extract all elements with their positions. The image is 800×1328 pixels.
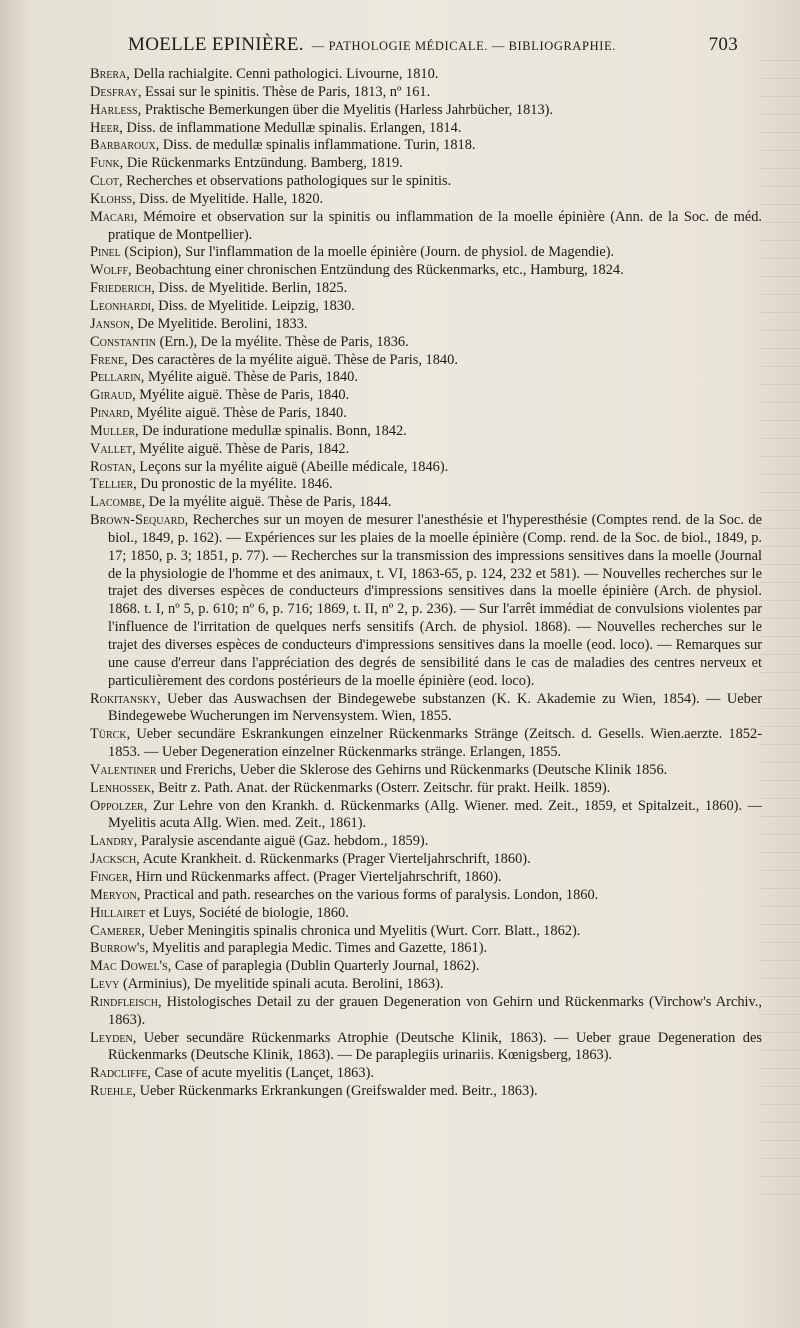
bibliography-entry xyxy=(90,102,762,120)
header-subtitle: — PATHOLOGIE MÉDICALE. — BIBLIOGRAPHIE. xyxy=(311,39,616,53)
entry-author: Giraud xyxy=(90,387,133,404)
entry-author: Pinel xyxy=(90,244,121,261)
entry-text: , De la myélite aiguë. Thèse de Paris, 1844. xyxy=(141,494,392,511)
bibliography-entry xyxy=(90,441,762,459)
bibliography-entry xyxy=(90,173,762,191)
bibliography-entry xyxy=(90,262,762,280)
entry-text: , Ueber Meningitis spinalis chronica und Myelitis (Wurt. Corr. Blatt., 1862). xyxy=(141,922,581,939)
bibliography-entry xyxy=(90,352,762,370)
bibliography-entry xyxy=(90,84,762,102)
entry-text: , Practical and path. researches on the various forms of paralysis. London, 1860. xyxy=(136,886,599,903)
bibliography-entry xyxy=(90,423,762,441)
bibliography-entry xyxy=(90,244,762,262)
bibliography-entry xyxy=(90,923,762,941)
bibliography-entry xyxy=(90,887,762,905)
entry-author: Ruehle xyxy=(90,1083,133,1100)
bibliography-entry xyxy=(90,691,762,727)
bibliography-entry xyxy=(90,66,762,84)
entry-text: , Della rachialgite. Cenni pathologici. Livourne, 1810. xyxy=(126,66,439,82)
bibliography-entry xyxy=(90,405,762,423)
entry-author: Clot xyxy=(90,173,120,190)
entry-author: Brera xyxy=(90,66,127,82)
entry-text: und Frerichs, Ueber die Sklerose des Gehirns und Rückenmarks (Deutsche Klinik 1856. xyxy=(156,761,668,778)
bibliography-entry xyxy=(90,833,762,851)
bibliography-entry xyxy=(90,780,762,798)
entry-text: , Diss. de Myelitide. Leipzig, 1830. xyxy=(151,297,355,314)
bibliography-entry xyxy=(90,209,762,245)
entry-author: Leyden xyxy=(90,1029,133,1046)
bibliography-entry xyxy=(90,726,762,762)
entry-author: Finger xyxy=(90,868,129,885)
entry-author: Oppolzer xyxy=(90,797,144,814)
bibliography-entry xyxy=(90,940,762,958)
entry-author: Lacombe xyxy=(90,494,142,511)
header-title: MOELLE EPINIÈRE. xyxy=(128,34,304,55)
entry-author: Jacksch xyxy=(90,851,137,868)
entry-author: Pinard xyxy=(90,405,130,422)
entry-text: , Beitr z. Path. Anat. der Rückenmarks (Osterr. Zeitschr. für prakt. Heilk. 1859). xyxy=(151,779,611,796)
entry-text: , Paralysie ascendante aiguë (Gaz. hebdom., 1859). xyxy=(133,833,429,850)
bibliography-entry xyxy=(90,994,762,1030)
entry-text: , Myélite aiguë. Thèse de Paris, 1840. xyxy=(132,387,350,404)
entry-author: Camerer xyxy=(90,922,142,939)
entry-text: , Diss. de Myelitide. Berlin, 1825. xyxy=(151,280,348,297)
entry-author: Burrow's xyxy=(90,940,145,957)
entry-author: Macari xyxy=(90,208,134,225)
entry-text: , Diss. de Myelitide. Halle, 1820. xyxy=(132,190,324,207)
entry-author: Hillairet xyxy=(90,904,146,921)
entry-author: Klohss xyxy=(90,190,133,207)
entry-author: Brown-Sequard xyxy=(90,512,185,529)
entry-text: , Des caractères de la myélite aiguë. Thèse de Paris, 1840. xyxy=(124,351,458,368)
entry-author: Funk xyxy=(90,155,120,172)
entry-text: , Diss. de inflammatione Medullæ spinalis. Erlangen, 1814. xyxy=(119,119,462,136)
entry-author: Janson xyxy=(90,315,131,332)
bibliography-entry xyxy=(90,476,762,494)
bibliography-entry xyxy=(90,1083,762,1101)
entry-text: , Histologisches Detail zu der grauen Degeneration von Gehirn und Rückenmarks (Virchow's Archiv., 1863). xyxy=(108,993,762,1028)
entry-author: Türck xyxy=(90,726,127,743)
bleed-through-shadow xyxy=(760,60,800,1210)
entry-text: , Essai sur le spinitis. Thèse de Paris, 1813, nº 161. xyxy=(137,83,431,100)
entry-text: , Hirn und Rückenmarks affect. (Prager Vierteljahrschrift, 1860). xyxy=(128,868,502,885)
entry-text: , Myélite aiguë. Thèse de Paris, 1840. xyxy=(129,405,347,422)
bibliography-entry xyxy=(90,1030,762,1066)
entry-text: , Case of paraplegia (Dublin Quarterly Journal, 1862). xyxy=(167,958,480,975)
entry-author: Constantin xyxy=(90,333,157,350)
entry-author: Muller xyxy=(90,422,136,439)
entry-author: Pellarin xyxy=(90,369,141,386)
bibliography-entry xyxy=(90,459,762,477)
entry-author: Heer xyxy=(90,119,120,136)
entry-text: , Acute Krankheit. d. Rückenmarks (Prager Vierteljahrschrift, 1860). xyxy=(136,851,531,868)
bibliography-entry xyxy=(90,155,762,173)
entry-author: Barbaroux xyxy=(90,137,156,154)
bibliography-entry xyxy=(90,191,762,209)
entry-author: Rindfleisch xyxy=(90,993,158,1010)
bibliography-entry xyxy=(90,1065,762,1083)
entry-text: (Arminius), De myelitide spinali acuta. Berolini, 1863). xyxy=(119,976,444,993)
bibliography-entry xyxy=(90,280,762,298)
page-number: 703 xyxy=(708,34,738,55)
entry-author: Friederich xyxy=(90,280,152,297)
bibliography-entry xyxy=(90,387,762,405)
entry-author: Vallet xyxy=(90,440,133,457)
entry-text: , Beobachtung einer chronischen Entzündung des Rückenmarks, etc., Hamburg, 1824. xyxy=(128,262,624,279)
entry-text: , Myelitis and paraplegia Medic. Times and Gazette, 1861). xyxy=(144,940,488,957)
bibliography-entry xyxy=(90,976,762,994)
entry-author: Harless xyxy=(90,101,138,118)
entry-text: , Mémoire et observation sur la spinitis ou inflammation de la moelle épinière (Ann. de la Soc. de méd. pratique de Montpellier). xyxy=(108,208,762,243)
entry-author: Valentiner xyxy=(90,761,157,778)
entry-text: , Ueber das Auswachsen der Bindegewebe substanzen (K. K. Akademie zu Wien, 1854). — Ueber Bindegewebe Wucherungen im Nervensystem. Wien, 1855. xyxy=(108,690,762,725)
bibliography-entry xyxy=(90,298,762,316)
bibliography-entry xyxy=(90,369,762,387)
bibliography-entry xyxy=(90,137,762,155)
bibliography-list xyxy=(90,66,762,1101)
entry-author: Wolff xyxy=(90,262,129,279)
bibliography-entry xyxy=(90,316,762,334)
entry-author: Desfray xyxy=(90,83,138,100)
running-header xyxy=(128,34,738,56)
entry-text: , Ueber Rückenmarks Erkrankungen (Greifswalder med. Beitr., 1863). xyxy=(132,1083,538,1100)
entry-author: Leonhardi xyxy=(90,297,152,314)
bibliography-entry xyxy=(90,494,762,512)
entry-text: , Leçons sur la myélite aiguë (Abeille médicale, 1846). xyxy=(132,458,449,475)
bibliography-entry xyxy=(90,762,762,780)
entry-author: Levy xyxy=(90,976,120,993)
entry-text: , Du pronostic de la myélite. 1846. xyxy=(133,476,333,493)
entry-author: Meryon xyxy=(90,886,137,903)
bibliography-entry xyxy=(90,798,762,834)
entry-text: , Praktische Bemerkungen über die Myelitis (Harless Jahrbücher, 1813). xyxy=(137,101,554,118)
entry-author: Lenhossek xyxy=(90,779,152,796)
entry-text: , Myélite aiguë. Thèse de Paris, 1842. xyxy=(132,440,350,457)
entry-author: Radcliffe xyxy=(90,1065,148,1082)
entry-author: Tellier xyxy=(90,476,134,493)
entry-author: Landry xyxy=(90,833,134,850)
entry-text: , Case of acute myelitis (Lançet, 1863). xyxy=(147,1065,374,1082)
entry-text: , Die Rückenmarks Entzündung. Bamberg, 1819. xyxy=(119,155,403,172)
entry-text: , De induratione medullæ spinalis. Bonn, 1842. xyxy=(135,422,407,439)
bibliography-entry xyxy=(90,512,762,690)
bibliography-entry xyxy=(90,958,762,976)
entry-text: , Ueber secundäre Rückenmarks Atrophie (Deutsche Klinik, 1863). — Ueber graue Degeneration des Rückenmarks (Deutsche Klinik, 1863). — De paraplegiis urinariis. Kœnigsberg, 1863). xyxy=(108,1029,762,1064)
entry-text: , De Myelitide. Berolini, 1833. xyxy=(130,315,308,332)
entry-text: , Diss. de medullæ spinalis inflammatione. Turin, 1818. xyxy=(155,137,476,154)
bibliography-entry xyxy=(90,869,762,887)
entry-text: , Zur Lehre von den Krankh. d. Rückenmarks (Allg. Wiener. med. Zeit., 1859, et Spitalzeit., 1860). — Myelitis acuta Allg. Wien. med. Zeit., 1861). xyxy=(108,797,762,832)
entry-author: Rostan xyxy=(90,458,133,475)
entry-author: Rokitansky xyxy=(90,690,158,707)
bibliography-entry xyxy=(90,334,762,352)
entry-author: Frene xyxy=(90,351,125,368)
bibliography-entry xyxy=(90,905,762,923)
entry-text: (Scipion), Sur l'inflammation de la moelle épinière (Journ. de physiol. de Magendie). xyxy=(120,244,615,261)
entry-text: , Myélite aiguë. Thèse de Paris, 1840. xyxy=(140,369,358,386)
entry-text: , Recherches et observations pathologiques sur le spinitis. xyxy=(119,173,452,190)
bibliography-entry xyxy=(90,120,762,138)
entry-text: , Ueber secundäre Eskrankungen einzelner Rückenmarks Stränge (Zeitsch. d. Gesells. Wien.aerzte. 1852-1853. — Ueber Degeneration einzelner Rückenmarks stränge. Erlangen, 1855. xyxy=(108,726,762,761)
bibliography-entry xyxy=(90,851,762,869)
entry-text: , Recherches sur un moyen de mesurer l'anesthésie et l'hyperesthésie (Comptes rend. de la Soc. de biol., 1849, p. 162). — Expériences sur les plaies de la moelle épinière (Comp. rend. de la Soc. de biol., 1849, p. 17; 1850, p. 3; 1851, p. 77). — Recherches sur la transmission des impressions sensitives dans la moelle (Journal de la physiologie de l'homme et des animaux, t. VI, 1863-65, p. 124, 232 et 581). — Nouvelles recherches sur le trajet des diverses espèces de conducteurs d'impressions sensitives dans la moelle épinière (Arch. de physiol. 1868. t. I, nº 5, p. 610; nº 6, p. 716; 1869, t. II, nº 2, p. 236). — Sur l'arrêt immédiat de convulsions violentes par l'influence de l'irritation de quelques nerfs sensitifs (Arch. de physiol. 1868). — Nouvelles recherches sur le trajet des diverses espèces de conducteurs d'impressions sensitives dans la moelle (eod. loco). — Remarques sur une cause d'erreur dans l'appréciation des degrés de sensibilité dans le cas de maladies des centres nerveux et particulièrement des cordons postérieurs de la moelle épinière (eod. loco). xyxy=(108,512,762,689)
entry-text: et Luys, Société de biologie, 1860. xyxy=(145,904,349,921)
entry-text: (Ern.), De la myélite. Thèse de Paris, 1836. xyxy=(156,333,409,350)
entry-author: Mac Dowel's xyxy=(90,958,168,975)
